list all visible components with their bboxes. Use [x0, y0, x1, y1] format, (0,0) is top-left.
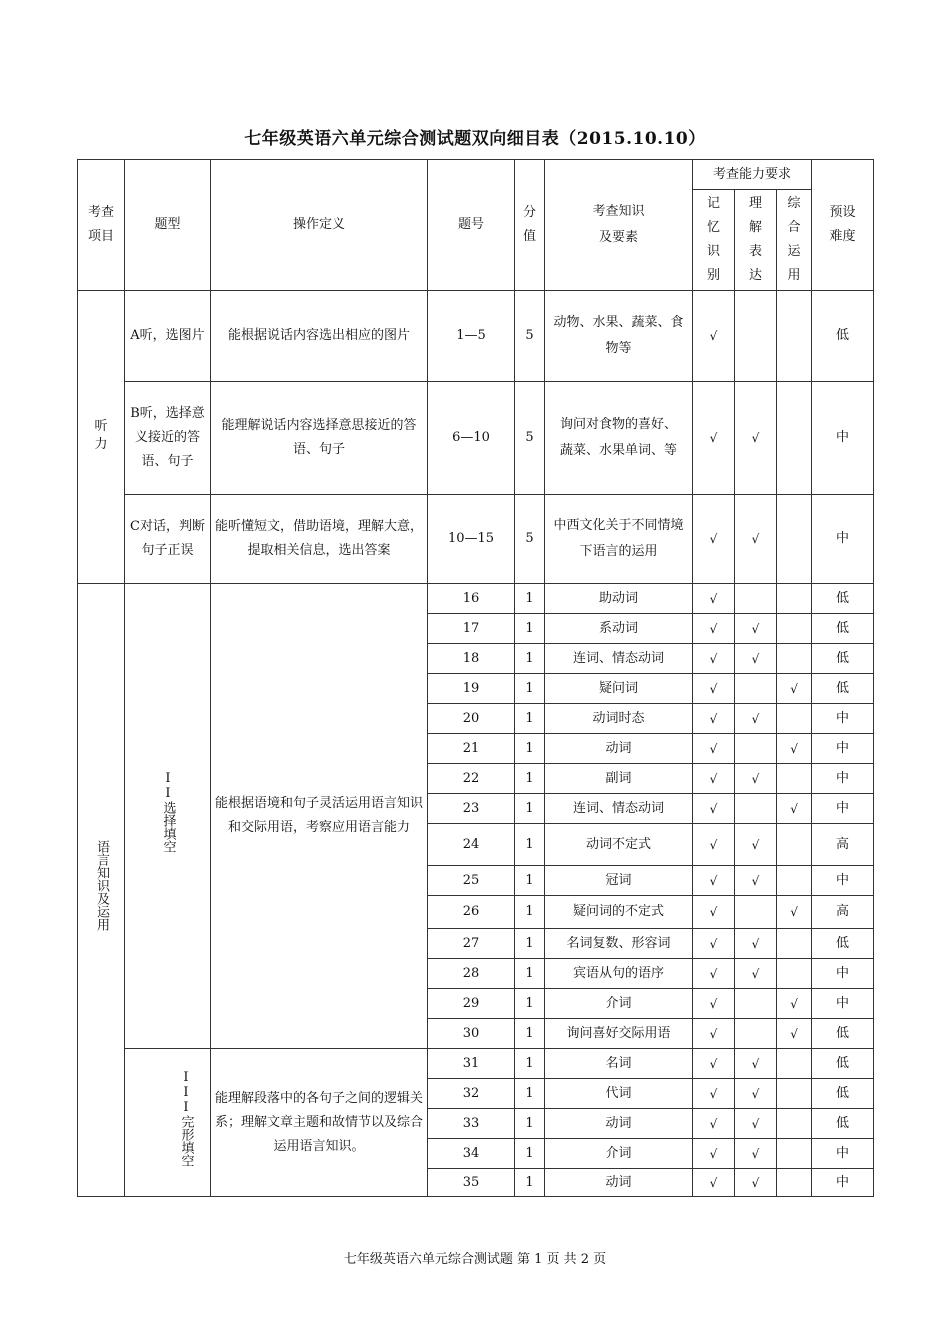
header-understand: 理解表达 [735, 190, 777, 291]
page-title: 七年级英语六单元综合测试题双向细目表（2015.10.10） [244, 129, 706, 149]
understand-check: √ [735, 1169, 777, 1197]
score-cell: 1 [515, 1019, 545, 1049]
number-cell: 22 [428, 764, 515, 794]
difficulty-cell: 中 [812, 1139, 874, 1169]
understand-check: √ [735, 1079, 777, 1109]
type-cell: C对话，判断句子正误 [125, 495, 211, 584]
apply-check: √ [777, 1019, 812, 1049]
understand-check: √ [735, 959, 777, 989]
number-cell: 23 [428, 794, 515, 824]
difficulty-cell: 中 [812, 495, 874, 584]
knowledge-cell: 动词不定式 [545, 824, 693, 866]
understand-check: √ [735, 704, 777, 734]
apply-check [777, 495, 812, 584]
understand-check: √ [735, 1109, 777, 1139]
score-cell: 5 [515, 291, 545, 382]
knowledge-cell: 介词 [545, 989, 693, 1019]
definition-cell: 能根据说话内容选出相应的图片 [211, 291, 428, 382]
difficulty-cell: 低 [812, 1019, 874, 1049]
cloze-type-label: III完形填空 [178, 1069, 194, 1167]
difficulty-cell: 低 [812, 674, 874, 704]
difficulty-cell: 中 [812, 764, 874, 794]
knowledge-cell: 连词、情态动词 [545, 644, 693, 674]
number-cell: 31 [428, 1049, 515, 1079]
memory-check: √ [693, 1079, 735, 1109]
difficulty-cell: 中 [812, 989, 874, 1019]
header-definition: 操作定义 [211, 160, 428, 291]
understand-check [735, 734, 777, 764]
score-cell: 1 [515, 644, 545, 674]
understand-check: √ [735, 929, 777, 959]
score-cell: 1 [515, 989, 545, 1019]
apply-check [777, 291, 812, 382]
header-ability: 考查能力要求 [693, 160, 812, 190]
score-cell: 5 [515, 495, 545, 584]
apply-check [777, 1109, 812, 1139]
apply-check [777, 866, 812, 896]
number-cell: 10—15 [428, 495, 515, 584]
memory-check: √ [693, 1139, 735, 1169]
score-cell: 1 [515, 1109, 545, 1139]
number-cell: 24 [428, 824, 515, 866]
choice-type-label: II选择填空 [160, 770, 176, 853]
apply-check: √ [777, 734, 812, 764]
number-cell: 17 [428, 614, 515, 644]
memory-check: √ [693, 704, 735, 734]
apply-check [777, 929, 812, 959]
apply-check: √ [777, 896, 812, 929]
listening-row [78, 291, 874, 382]
difficulty-cell: 低 [812, 644, 874, 674]
difficulty-cell: 高 [812, 824, 874, 866]
knowledge-cell: 询问对食物的喜好、 蔬菜、水果单词、等 [545, 382, 693, 495]
knowledge-cell: 介词 [545, 1139, 693, 1169]
score-cell: 1 [515, 704, 545, 734]
apply-check [777, 1049, 812, 1079]
header-score: 分值 [515, 160, 545, 291]
memory-check: √ [693, 382, 735, 495]
difficulty-cell: 低 [812, 291, 874, 382]
knowledge-cell: 疑问词 [545, 674, 693, 704]
difficulty-cell: 低 [812, 1079, 874, 1109]
knowledge-cell: 冠词 [545, 866, 693, 896]
score-cell: 1 [515, 584, 545, 614]
header-number: 题号 [428, 160, 515, 291]
understand-check: √ [735, 644, 777, 674]
knowledge-cell: 宾语从句的语序 [545, 959, 693, 989]
difficulty-cell: 中 [812, 1169, 874, 1197]
number-cell: 25 [428, 866, 515, 896]
score-cell: 1 [515, 1169, 545, 1197]
type-cell: B听，选择意义接近的答语、句子 [125, 382, 211, 495]
memory-check: √ [693, 734, 735, 764]
difficulty-cell: 中 [812, 382, 874, 495]
difficulty-cell: 低 [812, 1109, 874, 1139]
definition-cell: 能听懂短文，借助语境，理解大意，提取相关信息，选出答案 [211, 495, 428, 584]
memory-check: √ [693, 896, 735, 929]
understand-check: √ [735, 1049, 777, 1079]
understand-check [735, 794, 777, 824]
knowledge-cell: 动词时态 [545, 704, 693, 734]
number-cell: 34 [428, 1139, 515, 1169]
understand-check [735, 1019, 777, 1049]
memory-check: √ [693, 291, 735, 382]
type-cell [125, 584, 211, 1049]
apply-check [777, 704, 812, 734]
apply-check [777, 382, 812, 495]
score-cell: 1 [515, 674, 545, 704]
number-cell: 32 [428, 1079, 515, 1109]
score-cell: 1 [515, 1139, 545, 1169]
understand-check: √ [735, 614, 777, 644]
difficulty-cell: 低 [812, 584, 874, 614]
header-difficulty: 预设难度 [812, 160, 874, 291]
knowledge-cell: 疑问词的不定式 [545, 896, 693, 929]
knowledge-cell: 动词 [545, 1169, 693, 1197]
score-cell: 1 [515, 764, 545, 794]
page-footer: 七年级英语六单元综合测试题 第 1 页 共 2 页 [343, 1252, 607, 1267]
memory-check: √ [693, 824, 735, 866]
difficulty-cell: 中 [812, 734, 874, 764]
understand-check: √ [735, 1139, 777, 1169]
type-cell [125, 1049, 211, 1197]
header-type: 题型 [125, 160, 211, 291]
apply-check [777, 614, 812, 644]
score-cell: 1 [515, 1079, 545, 1109]
header-knowledge: 考查知识及要素 [545, 160, 693, 291]
score-cell: 5 [515, 382, 545, 495]
score-cell: 1 [515, 734, 545, 764]
understand-check: √ [735, 824, 777, 866]
number-cell: 33 [428, 1109, 515, 1139]
memory-check: √ [693, 959, 735, 989]
understand-check: √ [735, 382, 777, 495]
choice-row [78, 584, 874, 614]
knowledge-cell: 连词、情态动词 [545, 794, 693, 824]
knowledge-cell: 副词 [545, 764, 693, 794]
knowledge-cell: 名词 [545, 1049, 693, 1079]
number-cell: 6—10 [428, 382, 515, 495]
section-language [78, 584, 125, 1197]
listening-row [78, 495, 874, 584]
number-cell: 19 [428, 674, 515, 704]
score-cell: 1 [515, 896, 545, 929]
number-cell: 18 [428, 644, 515, 674]
memory-check: √ [693, 674, 735, 704]
understand-check [735, 291, 777, 382]
difficulty-cell: 中 [812, 959, 874, 989]
score-cell: 1 [515, 614, 545, 644]
difficulty-cell: 高 [812, 896, 874, 929]
memory-check: √ [693, 929, 735, 959]
understand-check [735, 989, 777, 1019]
header-item: 考查项目 [78, 160, 125, 291]
understand-check: √ [735, 764, 777, 794]
apply-check [777, 644, 812, 674]
score-cell: 1 [515, 824, 545, 866]
memory-check: √ [693, 584, 735, 614]
number-cell: 16 [428, 584, 515, 614]
number-cell: 1—5 [428, 291, 515, 382]
understand-check [735, 896, 777, 929]
apply-check: √ [777, 989, 812, 1019]
number-cell: 35 [428, 1169, 515, 1197]
number-cell: 30 [428, 1019, 515, 1049]
definition-cell: 能理解说话内容选择意思接近的答语、句子 [211, 382, 428, 495]
score-cell: 1 [515, 929, 545, 959]
header-apply: 综合运用 [777, 190, 812, 291]
memory-check: √ [693, 764, 735, 794]
apply-check: √ [777, 674, 812, 704]
number-cell: 29 [428, 989, 515, 1019]
header-memory: 记忆识别 [693, 190, 735, 291]
memory-check: √ [693, 614, 735, 644]
apply-check [777, 764, 812, 794]
score-cell: 1 [515, 959, 545, 989]
cloze-row [78, 1049, 874, 1079]
listening-row [78, 382, 874, 495]
memory-check: √ [693, 644, 735, 674]
apply-check [777, 824, 812, 866]
memory-check: √ [693, 794, 735, 824]
understand-check [735, 584, 777, 614]
memory-check: √ [693, 989, 735, 1019]
knowledge-cell: 代词 [545, 1079, 693, 1109]
definition-cell: 能根据语境和句子灵活运用语言知识和交际用语，考察应用语言能力 [211, 584, 428, 1049]
apply-check [777, 959, 812, 989]
understand-check: √ [735, 866, 777, 896]
difficulty-cell: 中 [812, 704, 874, 734]
header-row [78, 160, 874, 190]
apply-check [777, 1169, 812, 1197]
number-cell: 26 [428, 896, 515, 929]
knowledge-cell: 系动词 [545, 614, 693, 644]
section-listening: 听力 [78, 291, 125, 584]
memory-check: √ [693, 495, 735, 584]
number-cell: 21 [428, 734, 515, 764]
knowledge-cell: 询问喜好交际用语 [545, 1019, 693, 1049]
knowledge-cell: 中西文化关于不同情境下语言的运用 [545, 495, 693, 584]
difficulty-cell: 中 [812, 866, 874, 896]
score-cell: 1 [515, 1049, 545, 1079]
number-cell: 20 [428, 704, 515, 734]
apply-check: √ [777, 794, 812, 824]
knowledge-cell: 动词 [545, 734, 693, 764]
knowledge-cell: 动物、水果、蔬菜、食物等 [545, 291, 693, 382]
score-cell: 1 [515, 794, 545, 824]
memory-check: √ [693, 866, 735, 896]
knowledge-cell: 名词复数、形容词 [545, 929, 693, 959]
memory-check: √ [693, 1049, 735, 1079]
number-cell: 27 [428, 929, 515, 959]
apply-check [777, 584, 812, 614]
type-cell: A听，选图片 [125, 291, 211, 382]
difficulty-cell: 低 [812, 929, 874, 959]
number-cell: 28 [428, 959, 515, 989]
knowledge-cell: 助动词 [545, 584, 693, 614]
detail-table [77, 159, 874, 1197]
difficulty-cell: 低 [812, 1049, 874, 1079]
understand-check: √ [735, 495, 777, 584]
section-language-label: 语言知识及运用 [94, 840, 109, 931]
apply-check [777, 1079, 812, 1109]
knowledge-cell: 动词 [545, 1109, 693, 1139]
memory-check: √ [693, 1109, 735, 1139]
memory-check: √ [693, 1169, 735, 1197]
apply-check [777, 1139, 812, 1169]
difficulty-cell: 中 [812, 794, 874, 824]
definition-cell: 能理解段落中的各句子之间的逻辑关系；理解文章主题和故情节以及综合运用语言知识。 [211, 1049, 428, 1197]
difficulty-cell: 低 [812, 614, 874, 644]
score-cell: 1 [515, 866, 545, 896]
memory-check: √ [693, 1019, 735, 1049]
understand-check [735, 674, 777, 704]
